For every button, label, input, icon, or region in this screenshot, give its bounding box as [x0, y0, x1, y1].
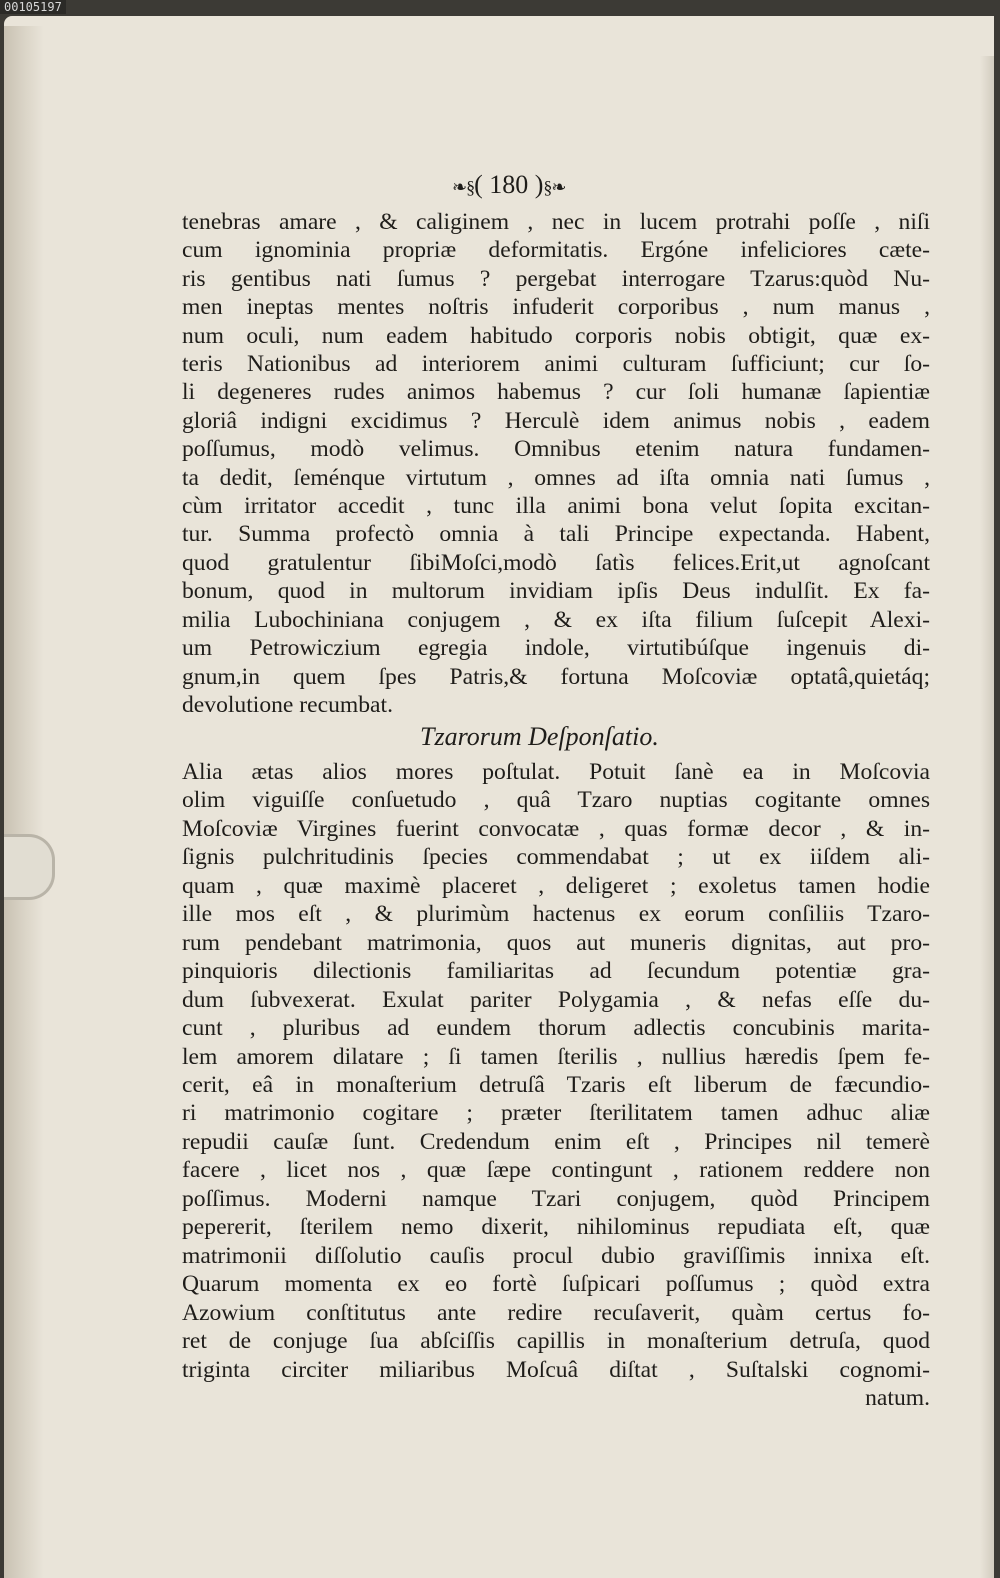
- text-line: cerit, eâ in monaſterium detruſâ Tzaris eſt liberum de fæcundio-: [182, 1071, 930, 1098]
- page-fore-edge: [980, 56, 994, 1578]
- text-line: rum pendebant matrimonia, quos aut muneris dignitas, aut pro-: [182, 929, 930, 956]
- section-heading: Tzarorum Deſponſatio.: [420, 722, 659, 751]
- text-line: num oculi, num eadem habitudo corporis nobis obtigit, quæ ex-: [182, 322, 930, 349]
- text-line: tur. Summa profectò omnia à tali Principe expectanda. Habent,: [182, 521, 930, 548]
- text-line: poſſimus. Moderni namque Tzari conjugem, quòd Principem: [182, 1185, 930, 1212]
- text-line: cum ignominia propriæ deformitatis. Ergóne infeliciores cæte-: [182, 237, 930, 264]
- left-ornament-icon: ❧§: [452, 177, 475, 197]
- text-line: triginta circiter miliaribus Moſcuâ diſtat , Suſtalski cognomi-: [182, 1356, 930, 1383]
- text-line: lem amorem dilatare ; ſi tamen ſterilis , nullius hæredis ſpem fe-: [182, 1043, 930, 1070]
- text-line: ris gentibus nati ſumus ? pergebat interrogare Tzarus:quòd Nu-: [182, 265, 930, 292]
- page-clip: [4, 834, 55, 900]
- paragraph-continuation: [182, 208, 930, 719]
- text-line: Quarum momenta ex eo fortè ſuſpicari poſſumus ; quòd extra: [182, 1271, 930, 1298]
- page-gutter-shadow: [4, 26, 44, 1578]
- text-line: ille mos eſt , & plurimùm hactenus ex eorum conſiliis Tzaro-: [182, 901, 930, 928]
- text-line: devolutione recumbat.: [182, 691, 393, 718]
- text-line: pinquioris dilectionis familiaritas ad ſecundum potentiæ gra-: [182, 958, 930, 985]
- text-line: olim viguiſſe conſuetudo , quâ Tzaro nuptias cogitante omnes: [182, 787, 930, 814]
- page-number-header: [452, 170, 652, 200]
- text-line: poſſumus, modò velimus. Omnibus etenim natura fundamen-: [182, 436, 930, 463]
- text-line: natum.: [865, 1384, 930, 1411]
- text-line: gnum,in quem ſpes Patris,& fortuna Moſcoviæ optatâ,quietáq;: [182, 663, 930, 690]
- text-line: li degeneres rudes animos habemus ? cur ſoli humanæ ſapientiæ: [182, 379, 930, 406]
- text-line: ri matrimonio cogitare ; præter ſterilitatem tamen adhuc aliæ: [182, 1100, 930, 1127]
- text-line: Azowium conſtitutus ante redire recuſaverit, quàm certus fo-: [182, 1299, 930, 1326]
- text-line: bonum, quod in multorum invidiam ipſis Deus indulſit. Ex fa-: [182, 578, 930, 605]
- archive-id-label: 00105197: [0, 0, 66, 14]
- text-line: repudii cauſæ ſunt. Credendum enim eſt , Principes nil temerè: [182, 1128, 930, 1155]
- text-line: teris Nationibus ad interiorem animi culturam ſufficiunt; cur ſo-: [182, 351, 930, 378]
- text-line: Alia ætas alios mores poſtulat. Potuit ſanè ea in Moſcovia: [182, 759, 930, 785]
- text-line: ſignis pulchritudinis ſpecies commendabat ; ut ex iiſdem ali-: [182, 844, 930, 871]
- text-line: quam , quæ maximè placeret , deligeret ; exoletus tamen hodie: [182, 872, 930, 899]
- right-ornament-icon: §❧: [543, 177, 566, 197]
- text-line: men ineptas mentes noſtris infuderit corporibus , num manus ,: [182, 294, 930, 321]
- text-line: quod gratulentur ſibiMoſci,modò ſatìs felices.Erit,ut agnoſcant: [182, 549, 930, 576]
- text-line: gloriâ indigni excidimus ? Herculè idem animus nobis , eadem: [182, 407, 930, 434]
- paragraph-marriage: [182, 758, 930, 1412]
- text-line: facere , licet nos , quæ ſæpe contingunt , rationem reddere non: [182, 1157, 930, 1184]
- text-line: milia Lubochiniana conjugem , & ex iſta filium ſuſcepit Alexi-: [182, 606, 930, 633]
- text-line: Moſcoviæ Virgines fuerint convocatæ , quas formæ decor , & in-: [182, 815, 930, 842]
- text-line: pepererit, ſterilem nemo dixerit, nihilominus repudiata eſt, quæ: [182, 1214, 930, 1241]
- text-line: tenebras amare , & caliginem , nec in lucem protrahi poſſe , niſi: [182, 209, 930, 235]
- text-line: cunt , pluribus ad eundem thorum adlectis concubinis marita-: [182, 1015, 930, 1042]
- text-line: matrimonii diſſolutio cauſis procul dubio graviſſimis innixa eſt.: [182, 1242, 930, 1269]
- text-line: um Petrowiczium egregia indole, virtutibúſque ingenuis di-: [182, 635, 930, 662]
- page-number: ( 180 ): [474, 170, 544, 199]
- text-line: ret de conjuge ſua abſciſſis capillis in monaſterium detruſa, quod: [182, 1328, 930, 1355]
- text-line: ta dedit, ſeménque virtutum , omnes ad iſta omnia nati ſumus ,: [182, 464, 930, 491]
- text-line: dum ſubvexerat. Exulat pariter Polygamia , & nefas eſſe du-: [182, 986, 930, 1013]
- text-line: cùm irritator accedit , tunc illa animi bona velut ſopita excitan-: [182, 493, 930, 520]
